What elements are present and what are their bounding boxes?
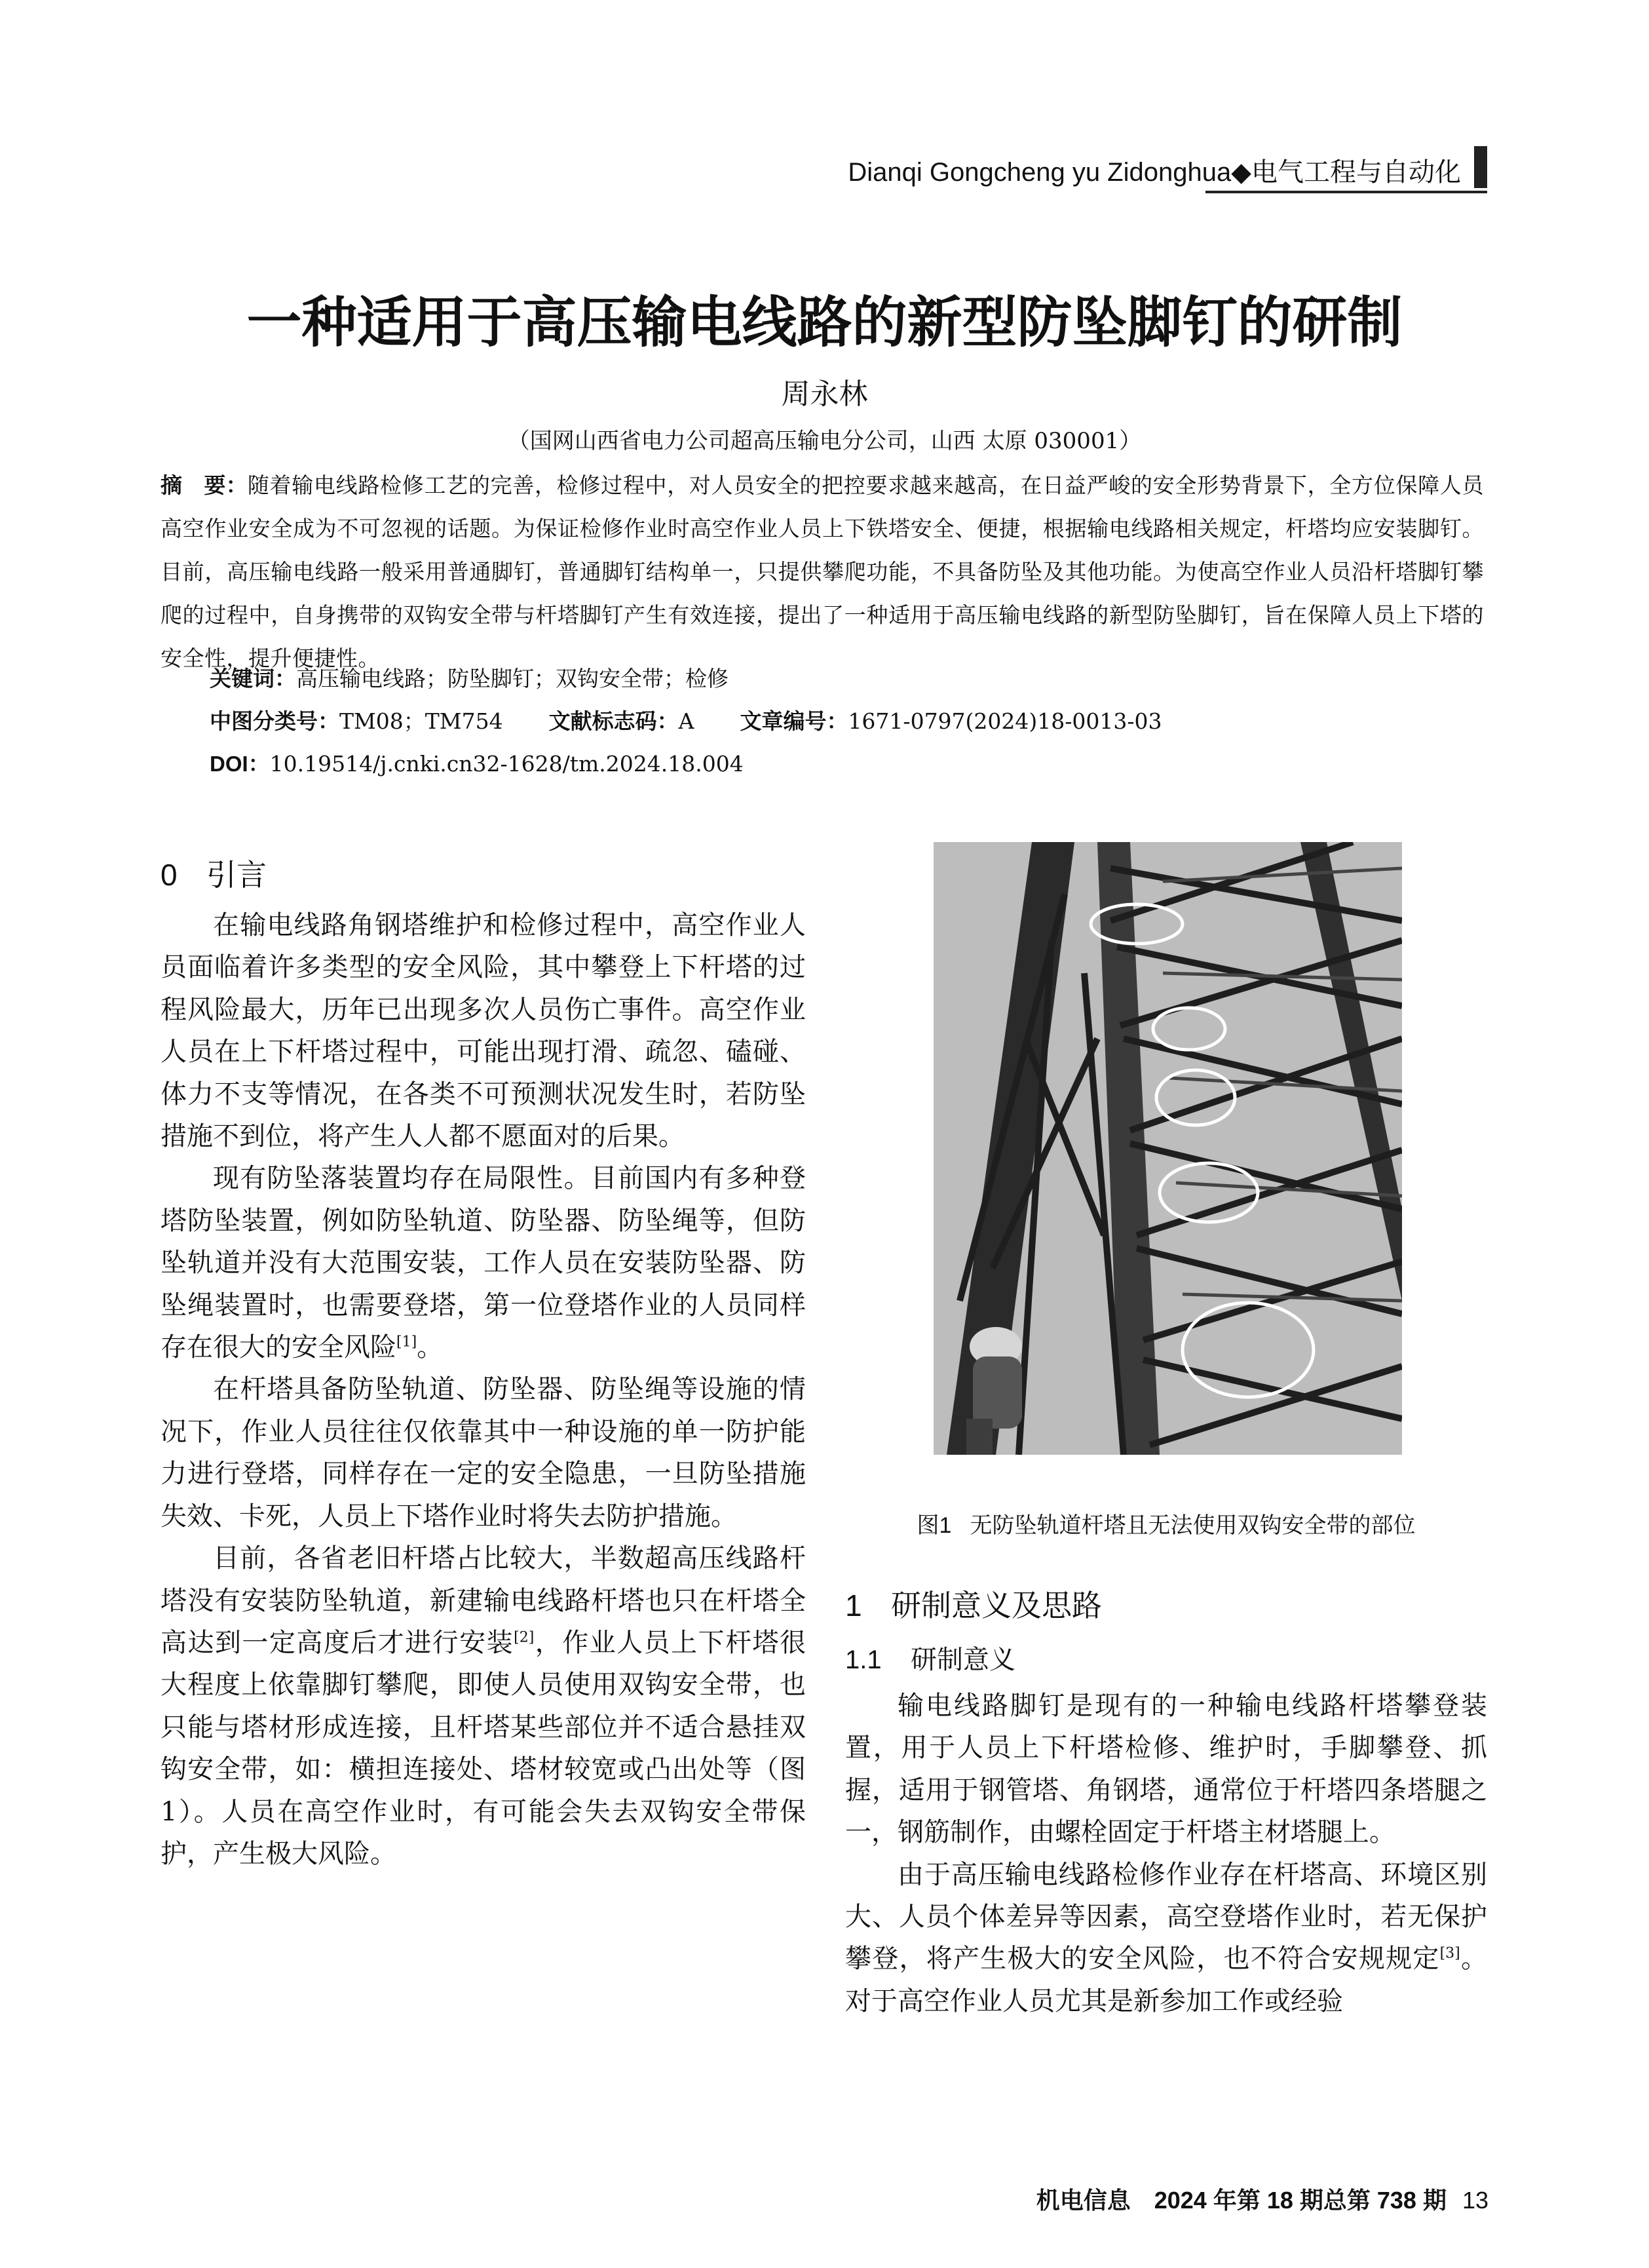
section-0-paragraph-3: 在杆塔具备防坠轨道、防坠器、防坠绳等设施的情况下，作业人员往往仅依靠其中一种设施的单一防护能力进行登塔，同样存在一定的安全隐患，一旦防坠措施失效、卡死，人员上下塔作业时将失去防护措施。	[161, 1374, 806, 1531]
header-rule	[1205, 191, 1487, 193]
section-1-heading	[845, 1576, 1487, 1635]
subsection-1-1-heading	[845, 1635, 1487, 1685]
tower-photo-illustration	[934, 842, 1402, 1455]
subsection-1-1-number: 1.1	[845, 1645, 882, 1674]
keywords-text: 高压输电线路；防坠脚钉；双钩安全带；检修	[296, 666, 729, 691]
section-0-number: 0	[161, 858, 178, 892]
article-number-label: 文章编号：	[740, 709, 848, 733]
doi-value: 10.19514/j.cnki.cn32-1628/tm.2024.18.004	[269, 751, 744, 777]
abstract-label: 摘 要：	[161, 473, 248, 497]
diamond-separator-icon: ◆	[1231, 158, 1251, 187]
doc-code-value: A	[678, 708, 694, 734]
right-column	[845, 1576, 1487, 2022]
clc-value: TM08；TM754	[339, 708, 503, 734]
paragraph-text-continued: 。对于高空作业人员尤其是新参加工作或经验	[845, 1944, 1488, 2016]
page-footer	[1036, 2182, 1488, 2216]
section-0-paragraph-2	[161, 1157, 806, 1368]
section-0-paragraph-4	[161, 1537, 806, 1875]
figure-1-number: 图1	[917, 1513, 952, 1538]
journal-pinyin: Dianqi Gongcheng yu Zidonghua	[848, 158, 1232, 187]
citation-ref-2: [2]	[514, 1629, 535, 1646]
footer-journal-issue: 机电信息 2024 年第 18 期总第 738 期	[1036, 2187, 1447, 2214]
running-header	[786, 141, 1487, 193]
left-column	[161, 845, 806, 1875]
paragraph-text: 由于高压输电线路检修作业存在杆塔高、环境区别大、人员个体差异等因素，高空登塔作业时，若无保护攀登，将产生极大的安全风险，也不符合安规规定	[845, 1859, 1487, 1974]
running-header-text	[848, 151, 1461, 189]
section-1-number: 1	[845, 1588, 862, 1623]
paragraph-text-end: 。	[417, 1332, 444, 1363]
citation-ref-3: [3]	[1439, 1946, 1460, 1963]
clc-label: 中图分类号：	[210, 709, 339, 733]
paragraph-text-continued: ，作业人员上下杆塔很大程度上依靠脚钉攀爬，即使人员使用双钩安全带，也只能与塔材形成连接，且杆塔某些部位并不适合悬挂双钩安全带，如：横担连接处、塔材较宽或凸出处等（图1）。人员在高空作业时，有可能会失去双钩安全带保护，产生极大风险。	[161, 1627, 806, 1869]
section-0-title: 引言	[206, 858, 267, 892]
classification-line	[210, 704, 1162, 735]
section-0-paragraph-1: 在输电线路角钢塔维护和检修过程中，高空作业人员面临着许多类型的安全风险，其中攀登上下杆塔的过程风险最大，历年已出现多次人员伤亡事件。高空作业人员在上下杆塔过程中，可能出现打滑、疏忽、磕碰、体力不支等情况，在各类不可预测状况发生时，若防坠措施不到位，将产生人人都不愿面对的后果。	[161, 910, 806, 1152]
citation-ref-1: [1]	[396, 1334, 417, 1351]
figure-1-photo	[934, 842, 1402, 1455]
figure-1-caption	[845, 1507, 1487, 1539]
abstract-text: 随着输电线路检修工艺的完善，检修过程中，对人员安全的把控要求越来越高，在日益严峻的安全形势背景下，全方位保障人员高空作业安全成为不可忽视的话题。为保证检修作业时高空作业人员上下铁塔安全、便捷，根据输电线路相关规定，杆塔均应安装脚钉。目前，高压输电线路一般采用普通脚钉，普通脚钉结构单一，只提供攀爬功能，不具备防坠及其他功能。为使高空作业人员沿杆塔脚钉攀爬的过程中，自身携带的双钩安全带与杆塔脚钉产生有效连接，提出了一种适用于高压输电线路的新型防坠脚钉，旨在保障人员上下塔的安全性，提升便捷性。	[161, 472, 1485, 671]
author-affiliation: （国网山西省电力公司超高压输电分公司，山西 太原 030001）	[507, 428, 1142, 454]
section-0-heading	[161, 845, 806, 904]
doc-code-label: 文献标志码：	[548, 709, 679, 733]
journal-chinese-name: 电气工程与自动化	[1251, 158, 1461, 187]
page-number: 13	[1462, 2187, 1488, 2214]
abstract	[161, 464, 1484, 680]
section-1-title: 研制意义及思路	[891, 1588, 1102, 1623]
doi-line	[210, 747, 744, 778]
keywords-line	[210, 662, 729, 693]
paragraph-text: 现有防坠落装置均存在局限性。目前国内有多种登塔防坠装置，例如防坠轨道、防坠器、防坠绳等，但防坠轨道并没有大范围安装，工作人员在安装防坠器、防坠绳装置时，也需要登塔，第一位登塔作业的人员同样存在很大的安全风险	[161, 1163, 806, 1363]
author-name: 周永林	[781, 377, 868, 411]
section-1-paragraph-1: 输电线路脚钉是现有的一种输电线路杆塔攀登装置，用于人员上下杆塔检修、维护时，手脚攀登、抓握，适用于钢管塔、角钢塔，通常位于杆塔四条塔腿之一，钢筋制作，由螺栓固定于杆塔主材塔腿上。	[845, 1691, 1487, 1848]
paper-title: 一种适用于高压输电线路的新型防坠脚钉的研制	[246, 292, 1403, 353]
section-1-paragraph-2	[845, 1854, 1487, 2023]
header-bar-decoration	[1474, 146, 1487, 188]
paragraph-text: 目前，各省老旧杆塔占比较大，半数超高压线路杆塔没有安装防坠轨道，新建输电线路杆塔也只在杆塔全高达到一定高度后才进行安装	[161, 1543, 806, 1658]
subsection-1-1-title: 研制意义	[911, 1645, 1015, 1674]
article-number-value: 1671-0797(2024)18-0013-03	[848, 708, 1162, 734]
figure-1-caption-text: 无防坠轨道杆塔且无法使用双钩安全带的部位	[970, 1513, 1416, 1538]
keywords-label: 关键词：	[210, 666, 296, 691]
doi-label: DOI：	[210, 752, 270, 776]
